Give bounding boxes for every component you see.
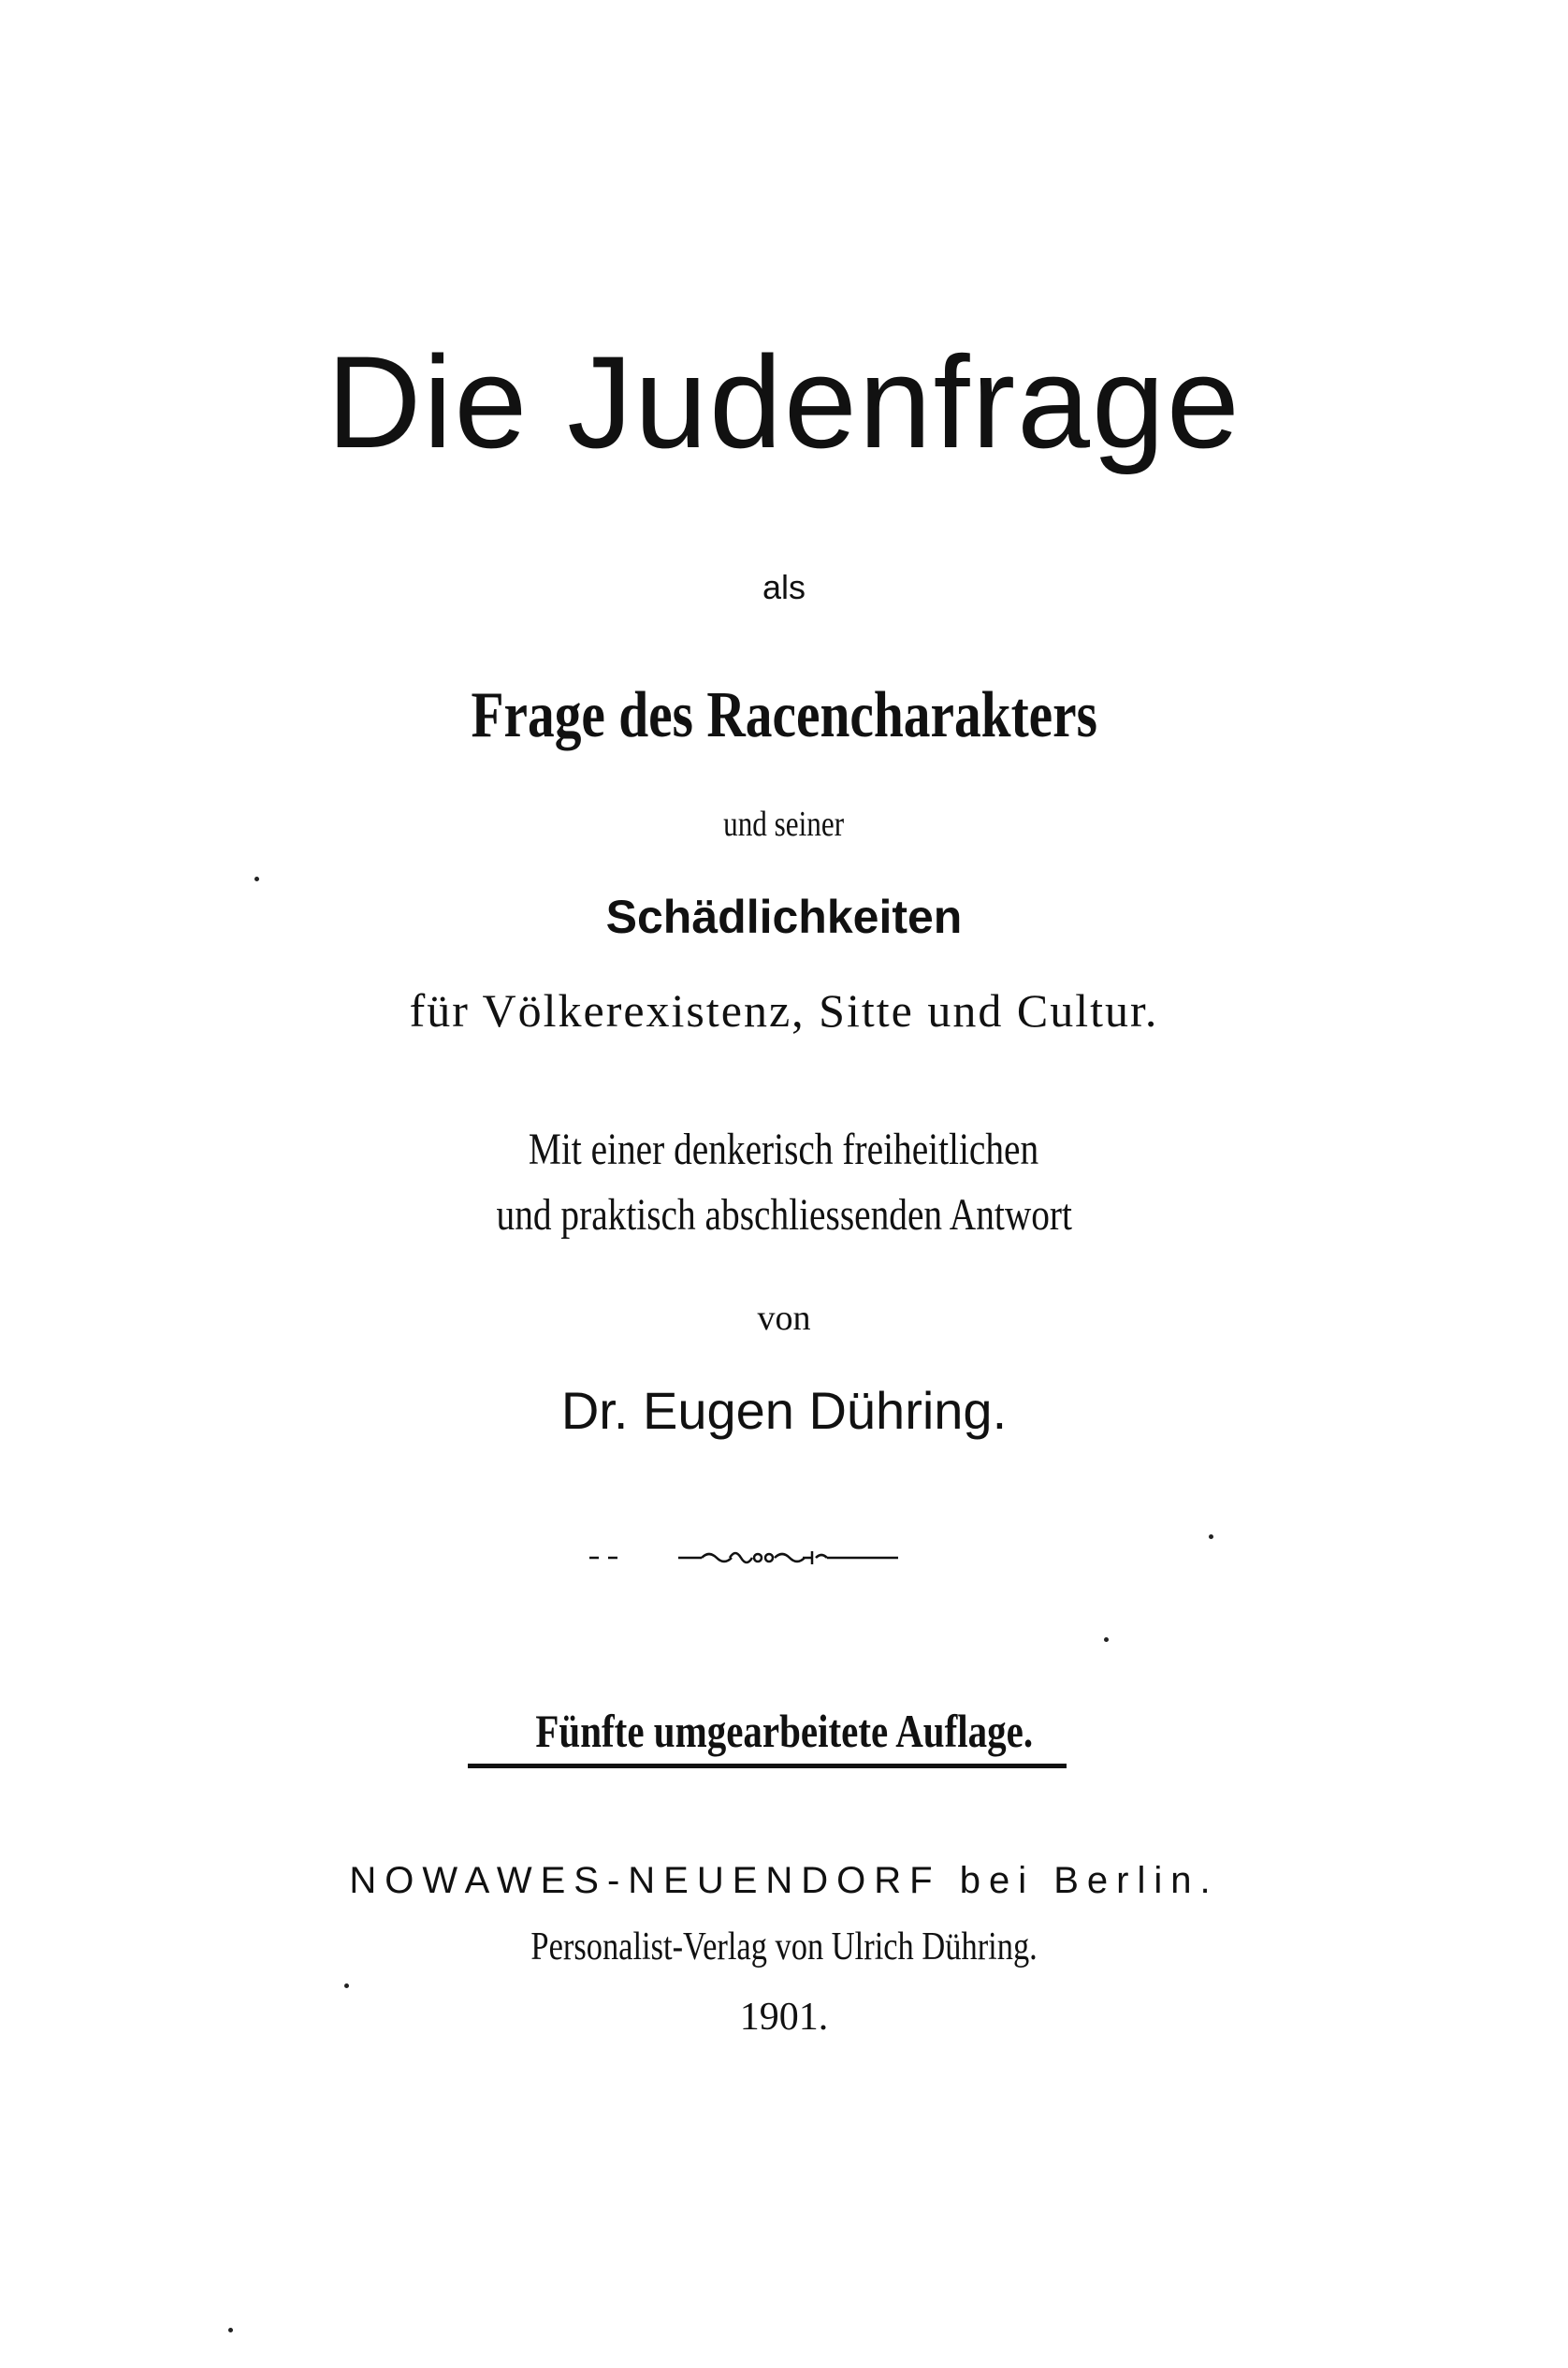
connector-als: als bbox=[762, 568, 806, 606]
und-seiner-text: und seiner bbox=[723, 805, 845, 844]
und-seiner-line bbox=[0, 806, 1568, 842]
answer-line-1-text: Mit einer denkerisch freiheitlichen bbox=[529, 1125, 1039, 1174]
answer-line-2 bbox=[0, 1190, 1568, 1240]
ornament-divider-icon bbox=[589, 1544, 898, 1572]
edition-line bbox=[0, 1705, 1568, 1757]
print-speck bbox=[254, 877, 259, 881]
subtitle bbox=[0, 679, 1568, 751]
print-speck bbox=[344, 1983, 349, 1988]
publisher-place: NOWAWES-NEUENDORF bei Berlin. bbox=[349, 1860, 1219, 1901]
schaedlichkeiten-heading: Schädlichkeiten bbox=[605, 891, 963, 943]
von-line: von bbox=[757, 1299, 811, 1338]
author-name: Dr. Eugen Dühring. bbox=[560, 1381, 1008, 1440]
edition-text: Fünfte umgearbeitete Auflage. bbox=[535, 1705, 1033, 1757]
subtitle-text: Frage des Racencharakters bbox=[471, 679, 1097, 751]
print-speck bbox=[1209, 1534, 1213, 1539]
publisher-name-text: Personalist-Verlag von Ulrich Dühring. bbox=[530, 1925, 1038, 1968]
print-speck bbox=[228, 2328, 233, 2332]
publisher-name bbox=[0, 1927, 1568, 1967]
answer-line-1 bbox=[0, 1127, 1568, 1172]
publication-year: 1901. bbox=[739, 1996, 829, 2039]
fuer-line: für Völkerexistenz, Sitte und Cultur. bbox=[409, 984, 1159, 1037]
print-speck bbox=[1104, 1637, 1109, 1642]
answer-line-2-text: und praktisch abschliessenden Antwort bbox=[496, 1190, 1072, 1240]
edition-underline bbox=[468, 1764, 1067, 1768]
main-title: Die Judenfrage bbox=[327, 328, 1241, 475]
